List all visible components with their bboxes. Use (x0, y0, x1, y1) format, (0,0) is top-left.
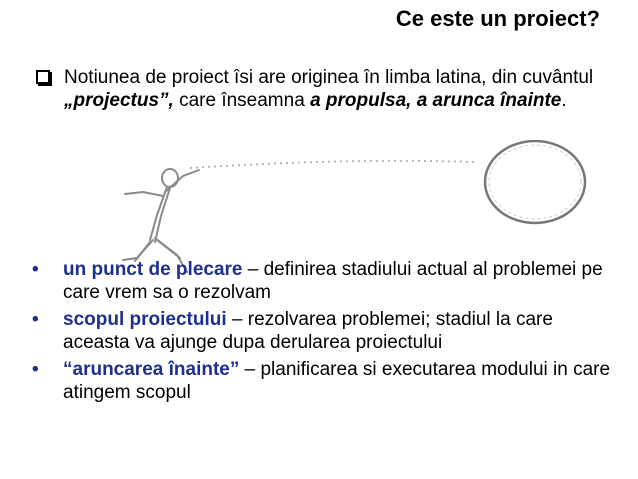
intro-text (36, 66, 606, 112)
bullet-item-throwing-forward (32, 358, 622, 404)
intro-emphasis-meaning: a propulsa, a arunca înainte (310, 90, 562, 111)
bullet-marker: • (32, 259, 39, 280)
trajectory-dotted-line (190, 161, 475, 168)
checkbox-bullet-icon (36, 70, 50, 84)
runner-figure (123, 169, 199, 272)
bullet-text: – planificarea si executarea modului in care atingem scopul (63, 359, 611, 403)
slide-title: Ce este un proiect? (395, 6, 600, 31)
intro-text-part2: care înseamna (173, 90, 311, 111)
ball-circle (485, 141, 585, 223)
intro-paragraph (36, 66, 606, 112)
bullet-item-project-goal (32, 308, 622, 354)
bullet-text: – rezolvarea problemei; stadiul la care aceasta va ajunge dupa derularea proiectului (63, 309, 553, 353)
bullet-term: scopul proiectului (63, 309, 227, 330)
bullet-term: un punct de plecare (63, 259, 243, 280)
intro-text-part3: . (561, 90, 567, 111)
bullet-item-starting-point (32, 258, 622, 304)
bullet-list (32, 258, 622, 408)
bullet-term: “aruncarea înainte” (63, 359, 240, 380)
bullet-marker: • (32, 309, 39, 330)
bullet-marker: • (32, 359, 39, 380)
intro-text-part1: Notiunea de proiect îsi are originea în limba latina, din cuvântul (64, 67, 594, 88)
intro-emphasis-latin-word: „projectus”, (64, 90, 174, 111)
bullet-text: – definirea stadiului actual al problemei pe care vrem sa o rezolvam (63, 259, 603, 303)
